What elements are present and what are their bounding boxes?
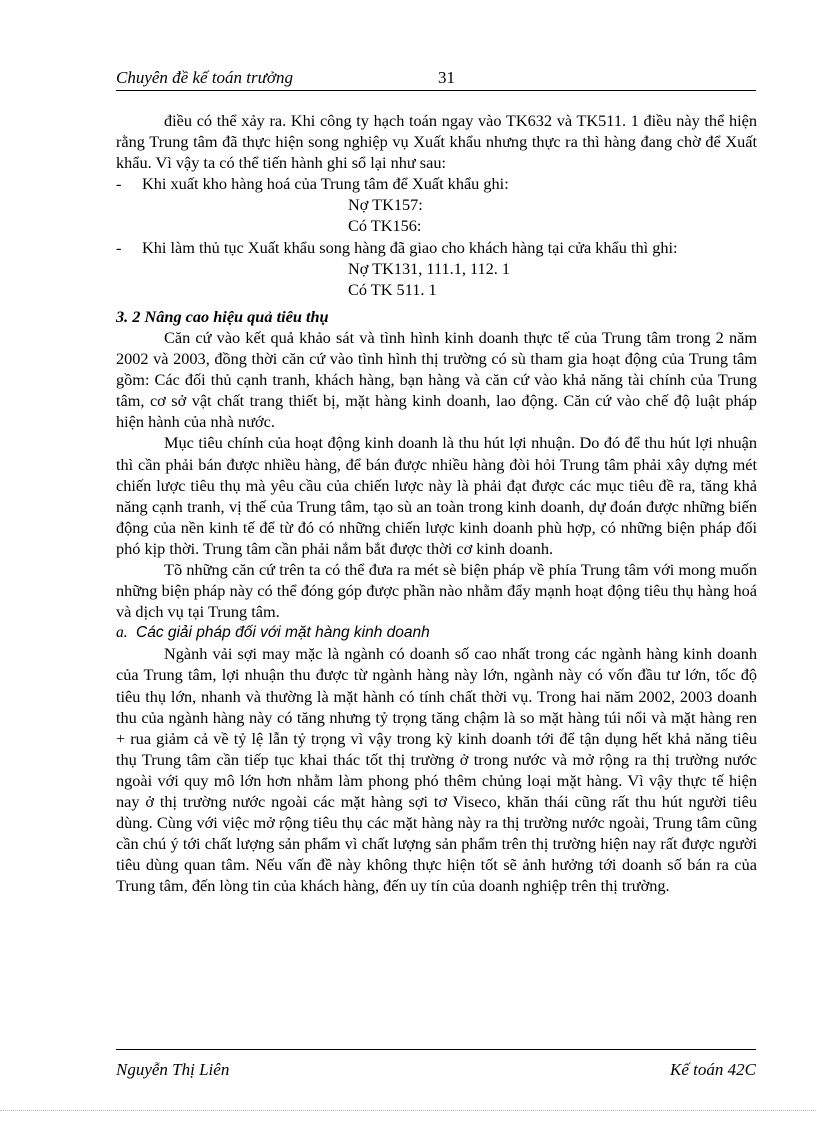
accounting-entry-credit: Có TK156: bbox=[348, 216, 422, 236]
page-number: 31 bbox=[438, 68, 455, 87]
subsection-title: Các giải pháp đối với mặt hàng kinh doanh bbox=[136, 624, 430, 642]
document-body bbox=[116, 110, 757, 896]
page-edge-divider bbox=[0, 1110, 816, 1111]
accounting-entry-debit: Nợ TK157: bbox=[348, 195, 423, 215]
page-footer bbox=[116, 1049, 756, 1080]
bullet-text: Khi xuất kho hàng hoá của Trung tâm để Xuất khẩu ghi: bbox=[142, 174, 509, 194]
class-name: Kế toán 42C bbox=[670, 1060, 756, 1079]
subsection-heading bbox=[116, 622, 757, 643]
intro-paragraph: điều có thể xảy ra. Khi công ty hạch toán ngay vào TK632 và TK511. 1 điều này thể hiện rằng Trung tâm đã thực hiện song nghiệp vụ Xuất khẩu nhưng thực ra thì hàng đang chờ để Xuất khẩu. Vì vậy ta có thể tiến hành ghi sổ lại như sau: bbox=[116, 111, 757, 173]
paragraph: Căn cứ vào kết quả khảo sát và tình hình kinh doanh thực tế của Trung tâm trong 2 năm 2002 và 2003, đồng thời căn cứ vào tình hình thị trường có sù tham gia hoạt động của Trung tâm gồm: Các đối thủ cạnh tranh, khách hàng, bạn hàng và căn cứ vào khả năng tài chính của Trung tâm, cơ sở vật chất trang thiết bị, mặt hàng kinh doanh, lao động. Căn cứ vào chế độ luật pháp hiện hành của nhà nước. bbox=[116, 327, 757, 432]
document-title: Chuyên đề kế toán trưởng bbox=[116, 68, 293, 87]
accounting-entry-debit: Nợ TK131, 111.1, 112. 1 bbox=[348, 258, 511, 278]
bullet-item: - Khi xuất kho hàng hoá của Trung tâm để Xuất khẩu ghi: bbox=[116, 174, 509, 194]
bullet-text: Khi làm thủ tục Xuất khẩu song hàng đã giao cho khách hàng tại cửa khẩu thì ghi: bbox=[142, 237, 678, 257]
author-name: Nguyễn Thị Liên bbox=[116, 1060, 230, 1079]
page-header bbox=[116, 66, 756, 91]
paragraph: Ngành vải sợi may mặc là ngành có doanh số cao nhất trong các ngành hàng kinh doanh của Trung tâm, lợi nhuận thu được từ ngành hàng này lớn, ngành này có vốn đầu tư lớn, tốc độ tiêu thụ lớn, nhanh và thường là mặt hành có tính chất thời vụ. Trong hai năm 2002, 2003 doanh thu của ngành hàng này có tăng nhưng tỷ trọng tăng chậm là so mặt hàng túi nổi và mặt hàng ren + rua giảm cả về tỷ lệ lẫn tỷ trọng vì vậy trong kỳ kinh doanh tới để tận dụng hết khả năng tiêu thụ Trung tâm cần tiếp tục khai thác tốt thị trường ở trong nước và mở rộng ra thị trường nước ngoài với quy mô lớn hơn nhằm làm phong phó thêm chủng loại mặt hàng. Vì vậy thực tế hiện nay ở thị trường nước ngoài các mặt hàng sợi tơ Viseco, khăn thái cũng rất thu hút người tiêu dùng. Cùng với việc mở rộng tiêu thụ các mặt hàng này ra thị trường nước ngoài, Trung tâm cũng cần chú ý tới chất lượng sản phẩm vì chất lượng sản phẩm trên thị trường hiện nay rất được người tiêu dùng quan tâm. Nếu vấn đề này không thực hiện tốt sẽ ảnh hưởng tới doanh số bán ra của Trung tâm, đến lòng tin của khách hàng, đến uy tín của doanh nghiệp trên thị trường. bbox=[116, 644, 757, 896]
bullet-item: - Khi làm thủ tục Xuất khẩu song hàng đã giao cho khách hàng tại cửa khẩu thì ghi: bbox=[116, 237, 678, 257]
paragraph: Tõ những căn cứ trên ta có thể đưa ra mét sè biện pháp về phía Trung tâm với mong muốn những biện pháp này có thể đóng góp được phần nào nhằm đẩy mạnh hoạt động tiêu thụ hàng hoá và dịch vụ tại Trung tâm. bbox=[116, 559, 757, 622]
paragraph: Mục tiêu chính của hoạt động kinh doanh là thu hút lợi nhuận. Do đó để thu hút lợi nhuận thì cần phải bán được nhiều hàng, để bán được nhiều hàng đòi hỏi Trung tâm phải xây dựng mét chiến lược tiêu thụ mà yêu cầu của chiến lược này là phải đạt được các mục tiêu đề ra, tăng khả năng cạnh tranh, vị thế của Trung tâm, tạo sù an toàn trong kinh doanh, dự đoán được những biến động của nền kinh tế để từ đó có những chiến lược kinh doanh phù hợp, có những biện pháp đối phó kịp thời. Trung tâm cần phải nắm bắt được thời cơ kinh doanh. bbox=[116, 433, 757, 558]
section-heading: 3. 2 Nâng cao hiệu quả tiêu thụ bbox=[116, 306, 329, 326]
subsection-letter: a. bbox=[116, 624, 128, 642]
accounting-entry-credit: Có TK 511. 1 bbox=[348, 279, 437, 299]
